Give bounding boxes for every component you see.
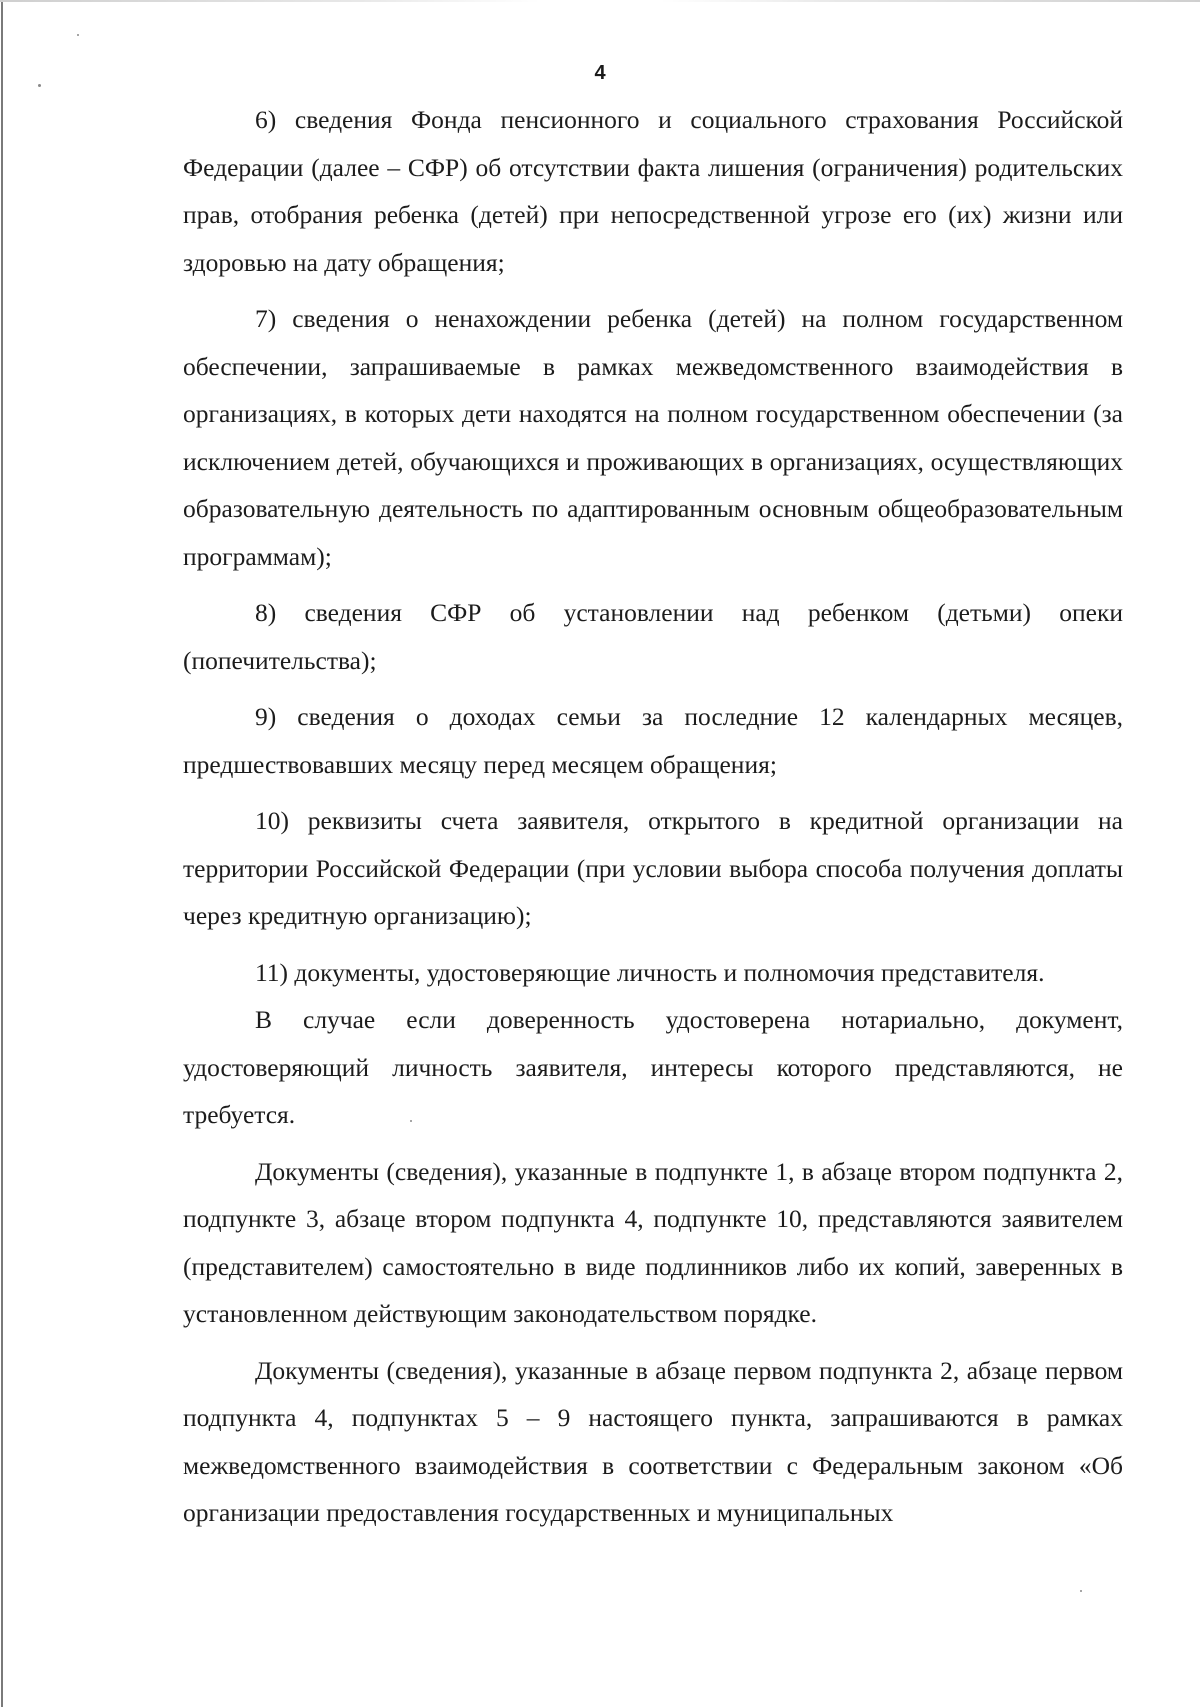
paragraph-item-7: 7) сведения о ненахождении ребенка (детей) на полном государственном обеспечении, запрашиваемые в рамках межведомственного взаимодействия в организациях, в которых дети находятся на полном государственном обеспечении (за исключением детей, обучающихся и проживающих в организациях, осуществляющих образовательную деятельность по адаптированным основным общеобразовательным программам);	[183, 304, 1123, 571]
paragraph-requested: Документы (сведения), указанные в абзаце первом подпункта 2, абзаце первом подпункта 4, подпунктах 5 – 9 настоящего пункта, запрашиваются в рамках межведомственного взаимодействия в соответствии с Федеральным законом «Об организации предоставления государственных и муниципальных	[183, 1355, 1123, 1527]
document-body	[183, 96, 1123, 1537]
paragraph-item-9: 9) сведения о доходах семьи за последние 12 календарных месяцев, предшествовавших месяцу перед месяцем обращения;	[183, 702, 1123, 779]
paragraph-self-submitted: Документы (сведения), указанные в подпункте 1, в абзаце втором подпункта 2, подпункте 3, абзаце втором подпункта 4, подпункте 10, представляются заявителем (представителем) самостоятельно в виде подлинников либо их копий, заверенных в установленном действующим законодательством порядке.	[183, 1156, 1123, 1328]
paragraph-item-11: 11) документы, удостоверяющие личность и полномочия представителя.	[255, 957, 1045, 987]
paragraph-item-10: 10) реквизиты счета заявителя, открытого в кредитной организации на территории Российской Федерации (при условии выбора способа получения доплаты через кредитную организацию);	[183, 806, 1123, 930]
paragraph-notary-note: В случае если доверенность удостоверена нотариально, документ, удостоверяющий личность заявителя, интересы которого представляются, не требуется.	[183, 1005, 1123, 1129]
scan-speck	[77, 34, 79, 36]
paragraph-item-6: 6) сведения Фонда пенсионного и социального страхования Российской Федерации (далее – СФР) об отсутствии факта лишения (ограничения) родительских прав, отобрания ребенка (детей) при непосредственной угрозе его (их) жизни или здоровью на дату обращения;	[183, 105, 1123, 277]
scan-speck	[1080, 1590, 1082, 1592]
scan-border-left	[1, 0, 3, 1707]
scan-border-top	[0, 0, 1200, 2]
paragraph-item-8: 8) сведения СФР об установлении над ребенком (детьми) опеки (попечительства);	[183, 598, 1123, 675]
page-number: 4	[594, 62, 606, 84]
